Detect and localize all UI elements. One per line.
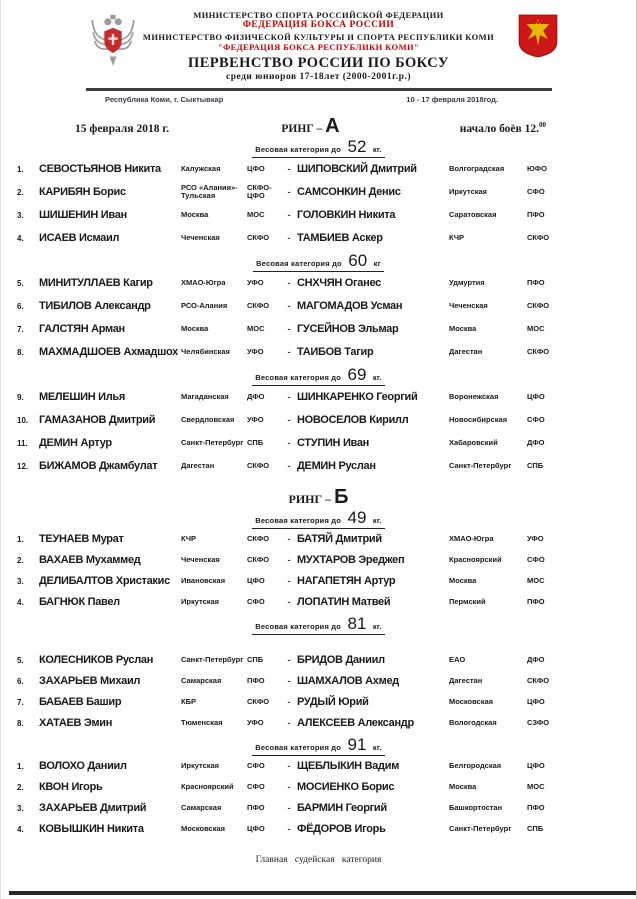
weight-unit: кг. xyxy=(372,742,382,752)
pair-separator: - xyxy=(287,782,291,793)
boxer-right-name: РУДЫЙ Юрий xyxy=(297,696,369,709)
weight-value: 52 xyxy=(347,136,367,156)
boxer-right-name: БРИДОВ Даниил xyxy=(297,654,385,667)
pair-separator: - xyxy=(287,233,291,244)
ring-b-section xyxy=(1,509,636,840)
bout-row xyxy=(17,409,636,432)
boxer-right-name: ТАМБИЕВ Аскер xyxy=(297,232,383,245)
boxer-left-district: СФО xyxy=(247,782,265,792)
bout-number: 10. xyxy=(17,415,29,425)
bout-number: 3. xyxy=(17,576,24,586)
boxer-left-name: ГАЛСТЯН Арман xyxy=(39,323,125,336)
org-line: "ФЕДЕРАЦИЯ БОКСА РЕСПУБЛИКИ КОМИ" xyxy=(217,42,420,53)
ring-b-letter: Б xyxy=(334,485,349,508)
bout-number: 1. xyxy=(17,534,24,544)
page-bottom-edge xyxy=(9,891,636,895)
session-row xyxy=(1,116,636,136)
bout-row xyxy=(17,455,636,478)
boxer-right-region: Башкортостан xyxy=(449,803,503,813)
bout-row xyxy=(17,819,636,840)
pair-separator: - xyxy=(287,697,291,708)
bout-row xyxy=(17,227,636,250)
pair-separator: - xyxy=(287,576,291,587)
boxer-left-district: УФО xyxy=(247,347,264,357)
weight-unit: кг xyxy=(373,258,381,268)
weight-unit: кг. xyxy=(372,515,382,525)
bout-row xyxy=(17,432,636,455)
boxer-right-name: ЩЕБЛЫКИН Вадим xyxy=(297,760,400,773)
boxer-right-district: СКФО xyxy=(527,233,550,243)
boxer-left-name: МАХМАДШОЕВ Ахмадшох xyxy=(39,346,178,359)
bout-number: 2. xyxy=(17,555,24,565)
boxer-left-district: СКФО xyxy=(247,301,270,311)
boxer-left-name: ИСАЕВ Исмаил xyxy=(39,232,120,245)
boxer-right-name: ТАИБОВ Тагир xyxy=(297,346,374,359)
boxer-right-region: ХМАО-Югра xyxy=(449,534,494,544)
weight-category-block xyxy=(1,615,636,734)
boxer-left-district: ЦФО xyxy=(247,576,265,586)
boxer-left-region: КБР xyxy=(181,697,196,707)
weight-unit: кг. xyxy=(372,621,382,631)
boxer-left-district: СКФО xyxy=(247,534,270,544)
boxer-right-region: Воронежская xyxy=(449,392,499,402)
bout-number: 6. xyxy=(17,676,24,686)
bout-number: 2. xyxy=(17,187,24,197)
boxer-left-name: ТИБИЛОВ Александр xyxy=(39,300,151,313)
boxer-right-region: Удмуртия xyxy=(449,278,485,288)
weight-category-header xyxy=(1,736,636,756)
venue-label: Республика Коми, г. Сыктывкар xyxy=(105,94,224,104)
weight-category-block xyxy=(1,509,636,613)
bout-number: 3. xyxy=(17,210,24,220)
bout-list xyxy=(1,386,636,478)
boxer-left-district: УФО xyxy=(247,718,264,728)
weight-category-label: Весовая категория до xyxy=(255,515,342,525)
bout-row xyxy=(17,713,636,734)
bout-list xyxy=(1,272,636,364)
boxer-right-name: БАРМИН Георгий xyxy=(297,802,387,815)
boxer-right-region: Чеченская xyxy=(449,301,488,311)
boxer-left-district: МОС xyxy=(247,324,265,334)
weight-category-label: Весовая категория до xyxy=(255,742,342,752)
bout-row xyxy=(17,295,636,318)
boxer-right-region: Санкт-Петербург xyxy=(449,461,512,471)
weight-value: 69 xyxy=(347,364,367,384)
boxer-left-district: УФО xyxy=(247,278,264,288)
bout-number: 4. xyxy=(17,597,24,607)
pair-separator: - xyxy=(287,392,291,403)
boxer-right-name: МАГОМАДОВ Усман xyxy=(297,300,403,313)
boxer-right-name: МОСИЕНКО Борис xyxy=(297,781,395,794)
pair-separator: - xyxy=(287,655,291,666)
weight-category-block xyxy=(1,366,636,478)
weight-category-header xyxy=(1,252,636,272)
boxer-left-region: Иркутская xyxy=(181,761,220,771)
weight-category-block xyxy=(1,736,636,840)
org-line: ПЕРВЕНСТВО РОССИИ ПО БОКСУ xyxy=(188,54,449,71)
boxer-right-district: МОС xyxy=(527,782,545,792)
boxer-right-name: ГОЛОВКИН Никита xyxy=(297,209,396,222)
chief-judge-footer: Главная судейская категория xyxy=(255,854,382,865)
boxer-left-region: Санкт-Петербург xyxy=(181,655,244,665)
org-line: МИНИСТЕРСТВО СПОРТА РОССИЙСКОЙ ФЕДЕРАЦИИ xyxy=(193,10,444,20)
weight-category-label: Весовая категория до xyxy=(256,258,342,268)
boxer-right-name: НОВОСЕЛОВ Кирилл xyxy=(297,414,409,427)
boxer-left-district: ЦФО xyxy=(247,164,265,174)
boxer-right-region: ЕАО xyxy=(449,655,466,665)
boxer-left-name: ТЕУНАЕВ Мурат xyxy=(39,533,124,546)
boxer-right-name: ЛОПАТИН Матвей xyxy=(297,596,391,609)
boxer-right-district: СКФО xyxy=(527,347,550,357)
boxer-left-region: Иркутская xyxy=(181,597,220,607)
weight-value: 91 xyxy=(347,734,367,754)
pair-separator: - xyxy=(287,324,291,335)
bout-number: 5. xyxy=(17,278,24,288)
boxer-right-district: ДФО xyxy=(527,438,545,448)
boxer-right-district: ПФО xyxy=(527,278,545,288)
bout-number: 9. xyxy=(17,392,24,402)
boxer-right-region: Волгоградская xyxy=(449,164,505,174)
pair-separator: - xyxy=(287,164,291,175)
bout-number: 7. xyxy=(17,324,24,334)
org-line: МИНИСТЕРСТВО ФИЗИЧЕСКОЙ КУЛЬТУРЫ И СПОРТА РЕСПУБЛИКИ КОМИ xyxy=(142,31,495,42)
boxer-right-name: ФЁДОРОВ Игорь xyxy=(297,823,386,836)
boxer-right-district: УФО xyxy=(527,534,544,544)
boxer-right-name: ШИПОВСКИЙ Дмитрий xyxy=(297,163,417,176)
boxer-right-district: СКФО xyxy=(527,301,550,311)
boxer-left-name: ВОЛОХО Даниил xyxy=(39,760,127,773)
bout-row xyxy=(17,181,636,204)
weight-unit: кг. xyxy=(372,372,382,382)
bout-row xyxy=(17,341,636,364)
boxer-left-name: СЕВОСТЬЯНОВ Никита xyxy=(39,163,161,176)
boxer-right-district: СПБ xyxy=(527,824,544,834)
boxer-left-name: КАРИБЯН Борис xyxy=(39,186,126,199)
boxer-right-district: СЗФО xyxy=(527,718,550,728)
weight-category-label: Весовая категория до xyxy=(255,621,342,631)
bout-number: 4. xyxy=(17,233,24,243)
bout-number: 1. xyxy=(17,761,24,771)
boxer-right-name: ШАМХАЛОВ Ахмед xyxy=(297,675,399,688)
bout-list xyxy=(1,158,636,250)
boxer-right-name: АЛЕКСЕЕВ Александр xyxy=(297,717,414,730)
pair-separator: - xyxy=(287,278,291,289)
boxer-right-region: Санкт-Петербург xyxy=(449,824,512,834)
bout-number: 4. xyxy=(17,824,24,834)
weight-category-block xyxy=(1,138,636,250)
boxer-left-name: КОВЫШКИН Никита xyxy=(39,823,144,836)
boxer-right-name: МУХТАРОВ Эреджеп xyxy=(297,554,405,567)
boxer-left-district: СКФО xyxy=(247,697,270,707)
boxer-right-district: МОС xyxy=(527,576,545,586)
boxer-right-name: ШИНКАРЕНКО Георгий xyxy=(297,391,418,404)
boxer-left-region: Чеченская xyxy=(181,233,220,243)
boxer-left-district: СКФО xyxy=(247,555,270,565)
weight-value: 60 xyxy=(348,250,368,270)
boxer-right-region: Вологодская xyxy=(449,718,497,728)
boxer-right-district: СФО xyxy=(527,555,545,565)
boxer-left-region: Тюменская xyxy=(181,718,223,728)
boxer-right-region: Новосибирская xyxy=(449,415,508,425)
boxer-right-region: Москва xyxy=(449,782,477,792)
russia-ministry-eagle-icon xyxy=(87,9,139,76)
boxer-right-name: СНХЧЯН Оганес xyxy=(297,277,381,290)
org-line: ФЕДЕРАЦИЯ БОКСА РОССИИ xyxy=(242,20,395,31)
boxer-left-district: ДФО xyxy=(247,392,265,402)
boxer-right-district: СФО xyxy=(527,187,545,197)
boxer-right-name: СТУПИН Иван xyxy=(297,437,370,450)
boxer-right-name: ГУСЕЙНОВ Эльмар xyxy=(297,323,399,336)
bout-number: 11. xyxy=(17,438,28,448)
boxer-left-region: Самарская xyxy=(181,803,222,813)
boxer-left-name: МЕЛЕШИН Илья xyxy=(39,391,125,404)
bout-number: 6. xyxy=(17,301,24,311)
boxer-right-region: Москва xyxy=(449,324,477,334)
pair-separator: - xyxy=(287,676,291,687)
boxer-left-name: ЗАХАРЬЕВ Дмитрий xyxy=(39,802,147,815)
boxer-right-district: ПФО xyxy=(527,597,545,607)
bout-number: 8. xyxy=(17,718,24,728)
bout-row xyxy=(17,692,636,713)
weight-category-label: Весовая категория до xyxy=(255,372,342,382)
ring-a-letter: А xyxy=(325,114,340,137)
boxer-left-region: Ивановская xyxy=(181,576,226,586)
weight-category-block xyxy=(1,252,636,364)
boxer-left-region: Чеченская xyxy=(181,555,220,565)
weight-category-header xyxy=(1,366,636,386)
bout-row xyxy=(17,756,636,777)
weight-category-header xyxy=(1,138,636,158)
boxer-left-name: ЗАХАРЬЕВ Михаил xyxy=(39,675,141,688)
boxer-left-district: СФО xyxy=(247,597,265,607)
boxer-right-region: Белгородская xyxy=(449,761,502,771)
pair-separator: - xyxy=(287,347,291,358)
ring-a-title: РИНГ – А xyxy=(281,114,340,137)
bout-number: 8. xyxy=(17,347,24,357)
boxer-left-name: КОЛЕСНИКОВ Руслан xyxy=(39,654,154,667)
boxer-right-region: Красноярский xyxy=(449,555,502,565)
boxer-right-region: Пермский xyxy=(449,597,486,607)
boxer-left-district: СПБ xyxy=(247,655,264,665)
bout-row xyxy=(17,272,636,295)
boxer-left-region: Челябинская xyxy=(181,347,230,357)
bout-row xyxy=(17,777,636,798)
boxer-left-name: БИЖАМОВ Джамбулат xyxy=(39,460,158,473)
bout-row xyxy=(17,529,636,550)
boxer-left-region: Калужская xyxy=(181,164,221,174)
boxer-right-district: ЦФО xyxy=(527,761,545,771)
boxer-left-district: СКФО xyxy=(247,461,270,471)
boxer-left-region: Москва xyxy=(181,210,209,220)
boxer-left-district: ПФО xyxy=(247,676,265,686)
boxer-left-district: СПБ xyxy=(247,438,264,448)
boxer-right-region: Московская xyxy=(449,697,494,707)
bout-number: 3. xyxy=(17,803,24,813)
weight-category-header xyxy=(1,509,636,529)
bout-number: 12. xyxy=(17,461,29,471)
boxer-left-region: Красноярский xyxy=(181,782,234,792)
boxer-right-region: Дагестан xyxy=(449,347,483,357)
boxer-left-district: СФО xyxy=(247,761,265,771)
boxer-left-region: Москва xyxy=(181,324,209,334)
pair-separator: - xyxy=(287,438,291,449)
bout-row xyxy=(17,671,636,692)
bout-number: 5. xyxy=(17,655,24,665)
bout-row xyxy=(17,204,636,227)
boxer-right-district: ЮФО xyxy=(527,164,547,174)
bout-row xyxy=(17,650,636,671)
document-header xyxy=(1,0,636,104)
boxer-left-region: Санкт-Петербург xyxy=(181,438,244,448)
pair-separator: - xyxy=(287,301,291,312)
boxer-left-region: РСО-Алания xyxy=(181,301,228,311)
pair-separator: - xyxy=(287,824,291,835)
boxer-left-name: КВОН Игорь xyxy=(39,781,103,794)
boxer-right-district: СПБ xyxy=(527,461,544,471)
boxer-left-region: ХМАО-Югра xyxy=(181,278,226,288)
org-line: среди юниоров 17-18лет (2000-2001г.р.) xyxy=(225,72,412,83)
boxer-right-region: КЧР xyxy=(449,233,465,243)
pair-separator: - xyxy=(287,415,291,426)
boxer-right-region: Хабаровский xyxy=(449,438,498,448)
boxer-left-region: РСО «Алания»- Тульская xyxy=(181,183,238,201)
boxer-left-region: Самарская xyxy=(181,676,222,686)
weight-category-label: Весовая категория до xyxy=(255,144,342,154)
pair-separator: - xyxy=(287,555,291,566)
weight-value: 81 xyxy=(347,613,367,633)
boxer-right-district: ЦФО xyxy=(527,697,545,707)
weight-unit: кг. xyxy=(372,144,382,154)
bout-row xyxy=(17,550,636,571)
bout-row xyxy=(17,592,636,613)
boxer-right-district: ДФО xyxy=(527,655,545,665)
boxer-right-district: СКФО xyxy=(527,676,550,686)
boxer-right-name: НАГАПЕТЯН Артур xyxy=(297,575,396,588)
pair-separator: - xyxy=(287,761,291,772)
boxer-right-region: Дагестан xyxy=(449,676,483,686)
boxer-left-name: ШИШЕНИН Иван xyxy=(39,209,127,222)
bout-list xyxy=(1,650,636,734)
start-time-superscript: 00 xyxy=(539,121,546,130)
session-date: 15 февраля 2018 г. xyxy=(75,122,170,135)
boxer-right-region: Москва xyxy=(449,576,477,586)
boxer-left-region: Свердловская xyxy=(181,415,235,425)
komi-republic-arms-icon xyxy=(516,13,560,64)
boxer-left-name: БАГНЮК Павел xyxy=(39,596,120,609)
bout-row xyxy=(17,571,636,592)
boxer-left-district: ПФО xyxy=(247,803,265,813)
boxer-left-name: ДЕЛИБАЛТОВ Христакис xyxy=(39,575,170,588)
bout-row xyxy=(17,386,636,409)
boxer-right-district: ПФО xyxy=(527,803,545,813)
boxer-right-name: САМСОНКИН Денис xyxy=(297,186,401,199)
boxer-right-district: МОС xyxy=(527,324,545,334)
dates-label: 10 - 17 февраля 2018год. xyxy=(406,94,498,104)
boxer-left-name: ВАХАЕВ Мухаммед xyxy=(39,554,141,567)
pair-separator: - xyxy=(287,187,291,198)
boxer-left-name: ХАТАЕВ Эмин xyxy=(39,717,113,730)
bout-row xyxy=(17,318,636,341)
start-time: начало боёв 12.00 xyxy=(459,121,546,135)
bout-number: 7. xyxy=(17,697,24,707)
boxer-left-name: ДЕМИН Артур xyxy=(39,437,112,450)
bout-number: 1. xyxy=(17,164,24,174)
boxer-left-region: Дагестан xyxy=(181,461,215,471)
boxer-right-district: ПФО xyxy=(527,210,545,220)
boxer-right-region: Иркутская xyxy=(449,187,488,197)
boxer-left-name: ГАМАЗАНОВ Дмитрий xyxy=(39,414,156,427)
boxer-left-district: ЦФО xyxy=(247,824,265,834)
boxer-left-district: МОС xyxy=(247,210,265,220)
boxer-right-district: СФО xyxy=(527,415,545,425)
bout-row xyxy=(17,158,636,181)
bout-list xyxy=(1,529,636,613)
boxer-left-name: БАБАЕВ Башир xyxy=(39,696,122,709)
bout-row xyxy=(17,798,636,819)
weight-value: 49 xyxy=(347,507,367,527)
boxer-left-district: СКФО xyxy=(247,233,270,243)
boxer-right-region: Саратовская xyxy=(449,210,497,220)
weight-category-header xyxy=(1,615,636,635)
pair-separator: - xyxy=(287,461,291,472)
boxer-right-district: ЦФО xyxy=(527,392,545,402)
pair-separator: - xyxy=(287,597,291,608)
boxer-left-region: Московская xyxy=(181,824,226,834)
bout-number: 2. xyxy=(17,782,24,792)
boxer-left-district: УФО xyxy=(247,415,264,425)
pair-separator: - xyxy=(287,803,291,814)
pair-separator: - xyxy=(287,210,291,221)
boxer-right-name: БАТЯЙ Дмитрий xyxy=(297,533,382,546)
pair-separator: - xyxy=(287,718,291,729)
pair-separator: - xyxy=(287,534,291,545)
boxer-left-district: СКФО- ЦФО xyxy=(247,183,272,201)
ring-a-section xyxy=(1,138,636,478)
boxer-left-name: МИНИТУЛЛАЕВ Кагир xyxy=(39,277,153,290)
bout-list xyxy=(1,756,636,840)
boxer-left-region: КЧР xyxy=(181,534,197,544)
boxer-left-region: Магаданская xyxy=(181,392,229,402)
boxer-right-name: ДЕМИН Руслан xyxy=(297,460,376,473)
ring-b-title: РИНГ – Б xyxy=(288,485,349,508)
